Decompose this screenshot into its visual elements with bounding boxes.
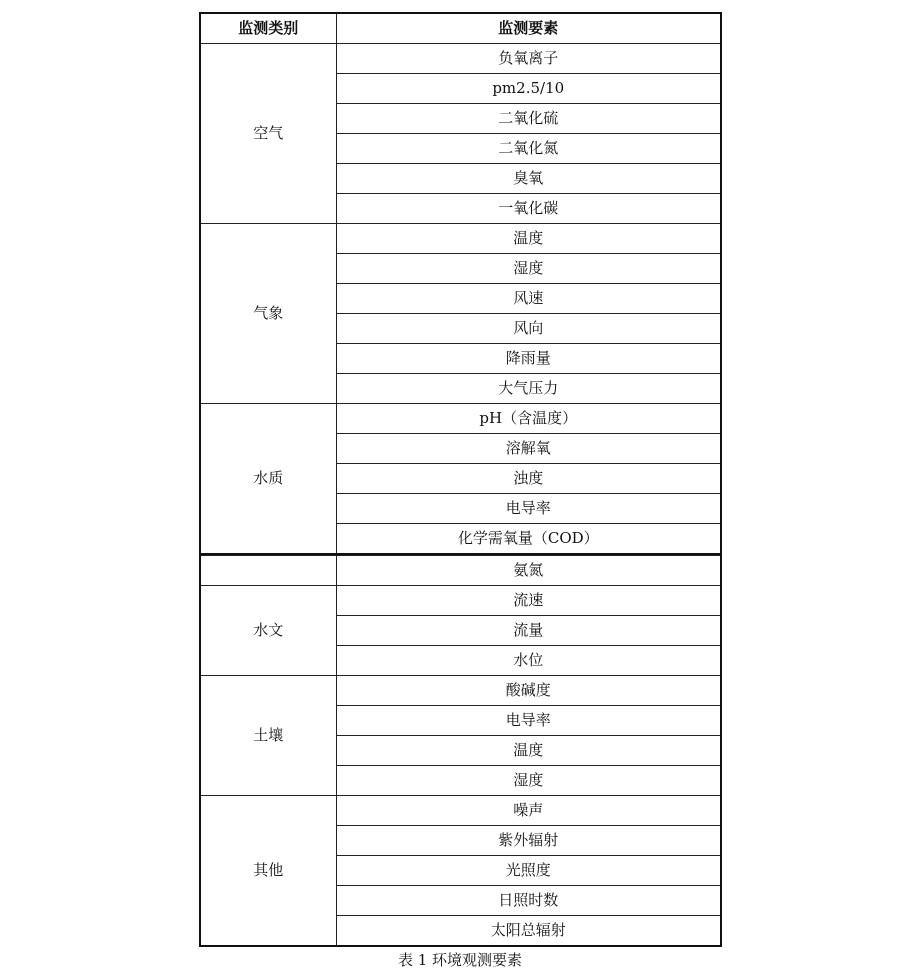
monitoring-table-wrap [199, 12, 720, 947]
element-cell: pH（含温度） [336, 404, 721, 434]
element-cell: 日照时数 [336, 886, 721, 916]
table-caption: 表 1 环境观测要素 [397, 951, 523, 969]
element-cell: 电导率 [336, 706, 721, 736]
category-cell: 土壤 [200, 676, 336, 796]
element-cell: 降雨量 [336, 344, 721, 374]
table-row [200, 224, 721, 254]
element-cell: pm2.5/10 [336, 74, 721, 104]
element-cell: 噪声 [336, 796, 721, 826]
element-cell: 湿度 [336, 254, 721, 284]
table-row [200, 676, 721, 706]
element-cell: 流速 [336, 586, 721, 616]
element-cell: 臭氧 [336, 164, 721, 194]
table-row [200, 44, 721, 74]
element-cell: 流量 [336, 616, 721, 646]
table-row [200, 796, 721, 826]
element-cell: 水位 [336, 646, 721, 676]
category-cell: 水文 [200, 586, 336, 676]
monitoring-table-part1 [199, 12, 722, 555]
element-cell: 一氧化碳 [336, 194, 721, 224]
category-cell: 空气 [200, 44, 336, 224]
element-cell: 风速 [336, 284, 721, 314]
element-cell: 化学需氧量（COD） [336, 524, 721, 555]
element-cell: 二氧化硫 [336, 104, 721, 134]
element-cell: 温度 [336, 224, 721, 254]
element-cell: 湿度 [336, 766, 721, 796]
monitoring-table-part2 [199, 555, 722, 947]
element-cell: 电导率 [336, 494, 721, 524]
element-cell: 浊度 [336, 464, 721, 494]
element-cell: 大气压力 [336, 374, 721, 404]
element-cell: 溶解氧 [336, 434, 721, 464]
category-cell: 气象 [200, 224, 336, 404]
table-row [200, 556, 721, 586]
element-cell: 负氧离子 [336, 44, 721, 74]
element-cell: 温度 [336, 736, 721, 766]
element-cell: 氨氮 [336, 556, 721, 586]
table-header-row [200, 13, 721, 44]
element-cell: 紫外辐射 [336, 826, 721, 856]
element-cell: 太阳总辐射 [336, 916, 721, 947]
table-row [200, 586, 721, 616]
table-row [200, 404, 721, 434]
element-cell: 酸碱度 [336, 676, 721, 706]
header-element: 监测要素 [336, 13, 721, 44]
element-cell: 二氧化氮 [336, 134, 721, 164]
category-cell: 其他 [200, 796, 336, 947]
header-category: 监测类别 [200, 13, 336, 44]
element-cell: 风向 [336, 314, 721, 344]
category-cell: 水质 [200, 404, 336, 555]
element-cell: 光照度 [336, 856, 721, 886]
category-cell [200, 556, 336, 586]
